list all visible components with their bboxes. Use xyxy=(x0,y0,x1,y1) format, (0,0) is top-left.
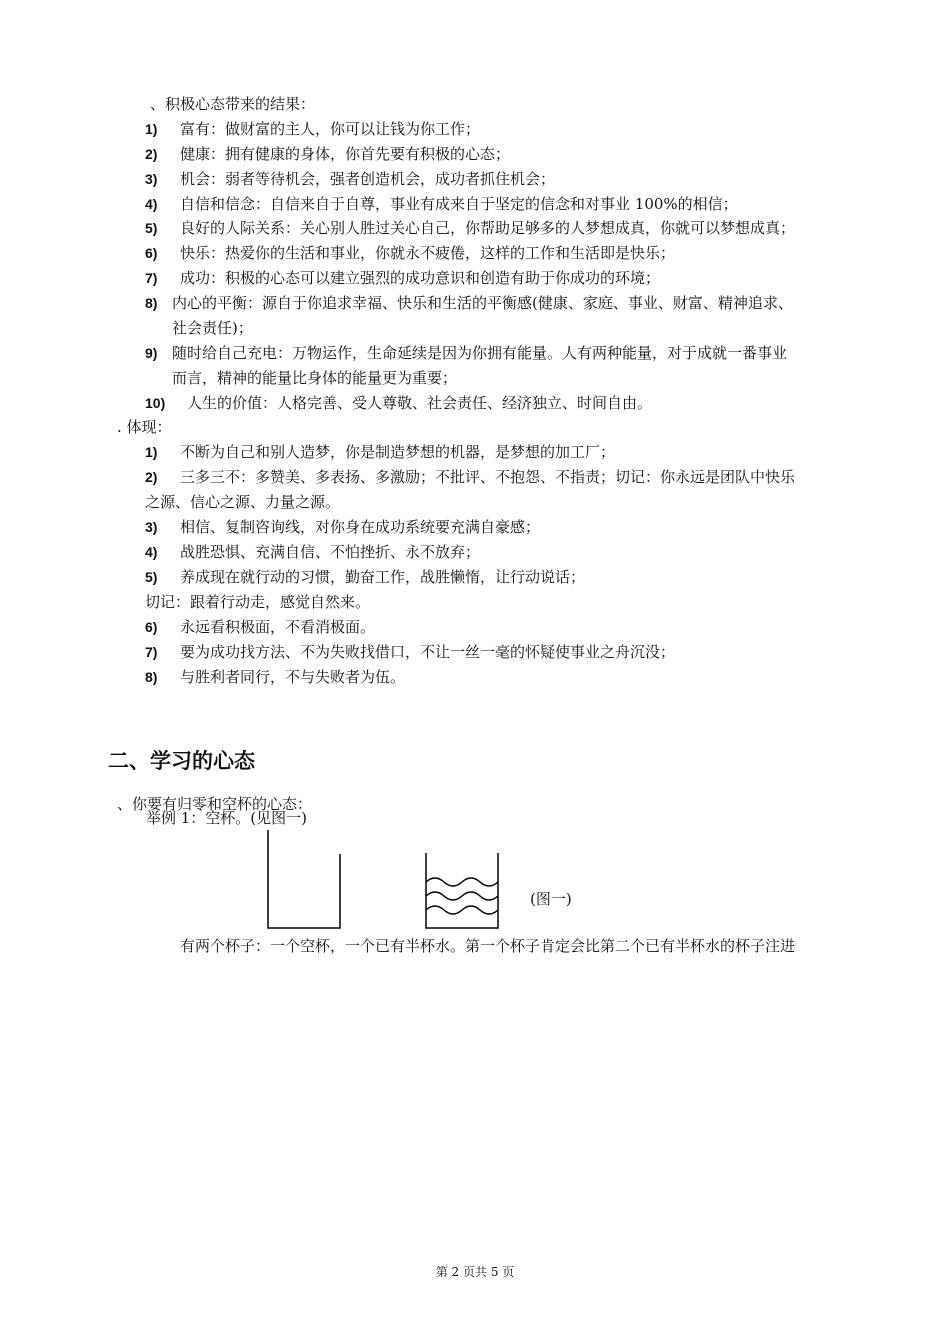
section2-title: . 体现： xyxy=(117,418,172,436)
list-number: 4) xyxy=(145,196,158,212)
figure-label: (图一) xyxy=(530,890,572,908)
list-number: 8) xyxy=(145,669,158,685)
list-number: 10) xyxy=(145,395,166,411)
list-item: 良好的人际关系：关心别人胜过关心自己，你帮助足够多的人梦想成真，你就可以梦想成真； xyxy=(180,219,796,237)
list-number: 4) xyxy=(145,544,158,560)
half-full-cup-figure xyxy=(420,850,504,932)
section-heading: 二、学习的心态 xyxy=(108,749,255,773)
list-number: 8) xyxy=(145,295,158,311)
list-number: 1) xyxy=(145,444,158,460)
list-number: 5) xyxy=(145,569,158,585)
list-item: 机会：弱者等待机会，强者创造机会，成功者抓住机会； xyxy=(180,170,556,188)
list-item: 随时给自己充电：万物运作，生命延续是因为你拥有能量。人有两种能量，对于成就一番事业 xyxy=(172,344,788,362)
list-number: 7) xyxy=(145,644,158,660)
list-number: 3) xyxy=(145,171,158,187)
list-item: 快乐：热爱你的生活和事业，你就永不疲倦，这样的工作和生活即是快乐； xyxy=(180,244,676,262)
empty-cup-figure xyxy=(262,828,348,932)
list-item: 三多三不：多赞美、多表扬、多激励；不批评、不抱怨、不指责；切记：你永远是团队中快乐 xyxy=(180,468,796,486)
list-number: 3) xyxy=(145,519,158,535)
list-number: 6) xyxy=(145,245,158,261)
list-item-continuation: 之源、信心之源、力量之源。 xyxy=(145,493,341,511)
subsection-title: 、你要有归零和空杯的心态： xyxy=(117,795,313,813)
list-number: 2) xyxy=(145,146,158,162)
section1-title: 、积极心态带来的结果： xyxy=(150,95,316,113)
list-number: 6) xyxy=(145,619,158,635)
list-item: 相信、复制咨询线，对你身在成功系统要充满自豪感； xyxy=(180,518,541,536)
list-number: 2) xyxy=(145,469,158,485)
list-item: 要为成功找方法、不为失败找借口，不让一丝一毫的怀疑使事业之舟沉没； xyxy=(180,643,676,661)
list-item-continuation: 而言，精神的能量比身体的能量更为重要； xyxy=(172,369,458,387)
page-footer: 第 2 页共 5 页 xyxy=(435,1265,515,1279)
list-item: 人生的价值：人格完善、受人尊敬、社会责任、经济独立、时间自由。 xyxy=(187,394,653,412)
list-item: 与胜利者同行，不与失败者为伍。 xyxy=(180,668,406,686)
list-item: 永远看积极面，不看消极面。 xyxy=(180,618,376,636)
list-number: 7) xyxy=(145,270,158,286)
list-item: 内心的平衡：源自于你追求幸福、快乐和生活的平衡感(健康、家庭、事业、财富、精神追求、 xyxy=(172,294,793,312)
list-item: 养成现在就行动的习惯，勤奋工作，战胜懒惰，让行动说话； xyxy=(180,568,586,586)
body-paragraph: 有两个杯子：一个空杯，一个已有半杯水。第一个杯子肯定会比第二个已有半杯水的杯子注进 xyxy=(180,937,796,955)
example-line: 举例 1：空杯。(见图一) xyxy=(146,809,308,827)
list-number: 9) xyxy=(145,345,158,361)
list-item: 战胜恐惧、充满自信、不怕挫折、永不放弃； xyxy=(180,543,481,561)
list-number: 5) xyxy=(145,220,158,236)
list-item: 富有：做财富的主人，你可以让钱为你工作； xyxy=(180,120,481,138)
list-number: 1) xyxy=(145,121,158,137)
list-item: 健康：拥有健康的身体，你首先要有积极的心态； xyxy=(180,145,511,163)
list-item: 自信和信念：自信来自于自尊，事业有成来自于坚定的信念和对事业 100%的相信； xyxy=(180,195,738,213)
note-line: 切记：跟着行动走，感觉自然来。 xyxy=(145,593,371,611)
list-item: 不断为自己和别人造梦，你是制造梦想的机器，是梦想的加工厂； xyxy=(180,443,616,461)
list-item-continuation: 社会责任)； xyxy=(172,319,253,337)
list-item: 成功：积极的心态可以建立强烈的成功意识和创造有助于你成功的环境； xyxy=(180,269,661,287)
